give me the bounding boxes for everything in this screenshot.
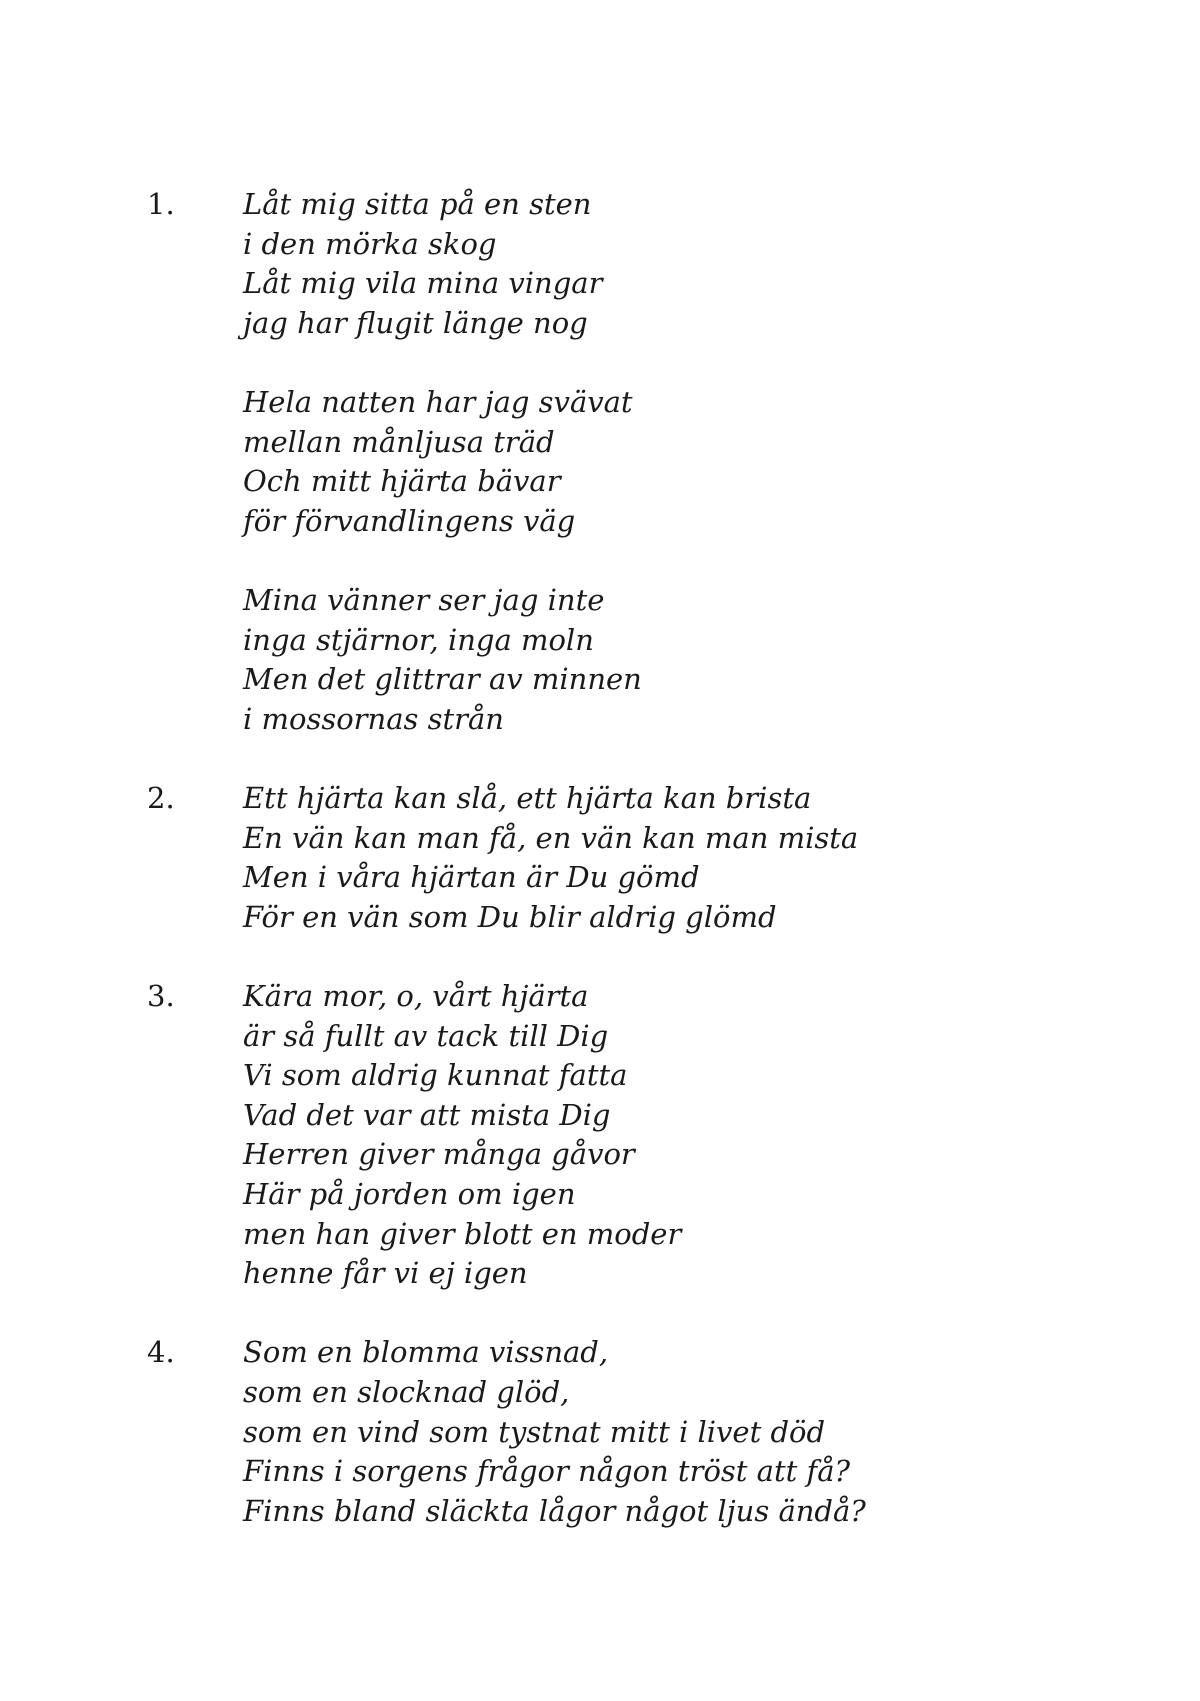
lyric-line: Finns bland släckta lågor något ljus ändå? xyxy=(243,1493,866,1528)
lyric-line: Kära mor, o, vårt hjärta xyxy=(243,979,589,1013)
lyric-line: mellan månljusa träd xyxy=(243,424,555,459)
lyric-line: Men i våra hjärtan är Du gömd xyxy=(243,860,700,895)
lyric-line: Låt mig vila mina vingar xyxy=(243,266,603,301)
lyric-line: Vi som aldrig kunnat fatta xyxy=(243,1058,628,1093)
lyric-line: som en vind som tystnat mitt i livet död xyxy=(243,1414,826,1449)
verse-number: 3. xyxy=(147,979,175,1013)
lyric-line: Här på jorden om igen xyxy=(243,1177,576,1211)
verse-number: 1. xyxy=(147,187,175,221)
lyric-line: men han giver blott en moder xyxy=(243,1216,682,1251)
lyric-line: Som en blomma vissnad, xyxy=(243,1335,609,1370)
lyric-line: är så fullt av tack till Dig xyxy=(243,1018,609,1053)
lyric-line: En vän kan man få, en vän kan man mista xyxy=(243,820,859,855)
lyric-line: Vad det var att mista Dig xyxy=(243,1097,611,1132)
lyric-line: Finns i sorgens frågor någon tröst att få? xyxy=(243,1454,851,1489)
lyric-line: Ett hjärta kan slå, ett hjärta kan brista xyxy=(243,781,812,815)
lyric-line: henne får vi ej igen xyxy=(243,1256,528,1291)
lyric-line: som en slocknad glöd, xyxy=(243,1375,570,1409)
lyric-line: i mossornas strån xyxy=(243,701,504,736)
lyric-line: Herren giver många gåvor xyxy=(243,1137,635,1172)
verse-number: 4. xyxy=(147,1335,175,1370)
lyric-line: jag har flugit länge nog xyxy=(243,305,588,340)
lyric-line: Och mitt hjärta bävar xyxy=(243,464,561,499)
lyric-line: Men det glittrar av minnen xyxy=(243,662,642,697)
lyric-line: inga stjärnor, inga moln xyxy=(243,622,594,657)
lyric-line: för förvandlingens väg xyxy=(243,503,576,538)
lyric-line: Låt mig sitta på en sten xyxy=(243,187,592,221)
lyric-line: Mina vänner ser jag inte xyxy=(243,583,605,617)
lyric-line: Hela natten har jag svävat xyxy=(243,385,633,419)
lyric-line: i den mörka skog xyxy=(243,226,497,261)
verse-number: 2. xyxy=(147,781,175,815)
lyric-line: För en vän som Du blir aldrig glömd xyxy=(243,899,777,934)
